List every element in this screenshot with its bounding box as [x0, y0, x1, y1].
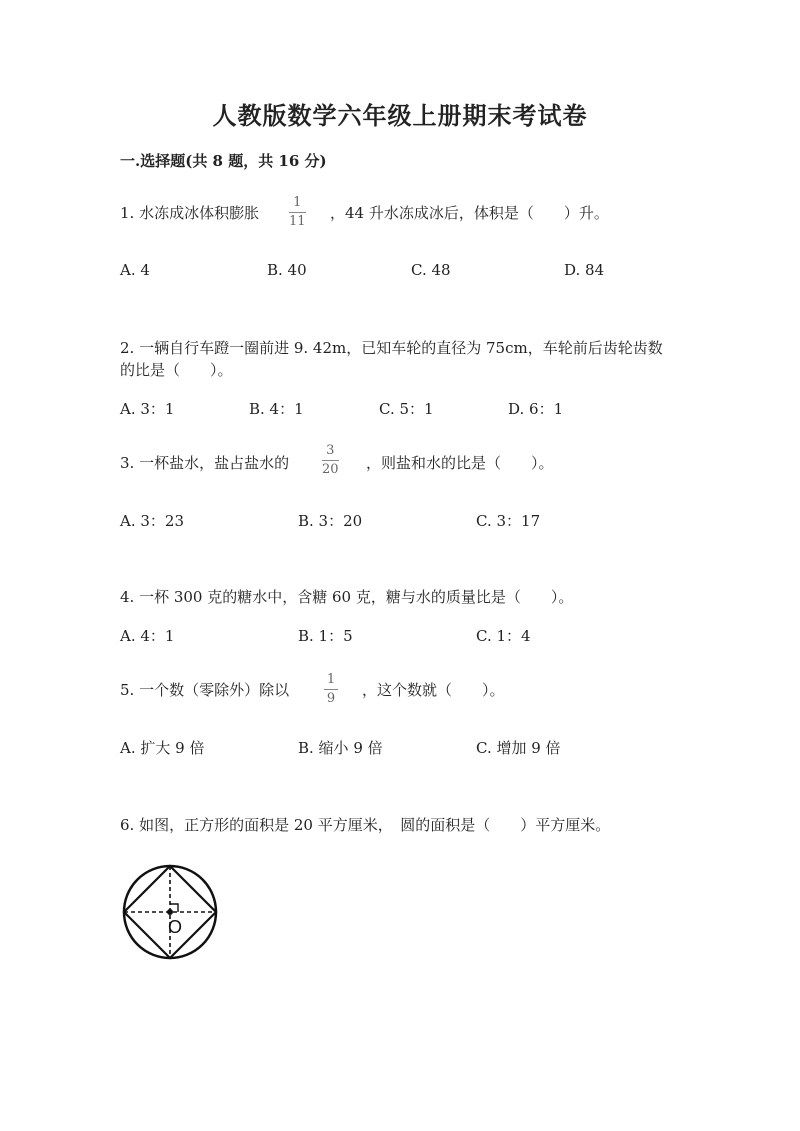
question-1-option-a[interactable]: A. 4: [120, 261, 150, 279]
question-5-text-b: ，这个数就（ ）。: [362, 681, 505, 699]
question-1-text-a: 1. 水冻成冰体积膨胀: [120, 204, 260, 222]
fraction-numerator: 1: [326, 672, 336, 687]
question-4-text: 4. 一杯 300 克的糖水中，含糖 60 克，糖与水的质量比是（ ）。: [120, 588, 574, 606]
question-2-option-c[interactable]: C. 5：1: [379, 400, 434, 418]
fraction-bar: [289, 212, 306, 213]
fraction-bar: [322, 460, 339, 461]
center-point: [167, 909, 173, 915]
question-3-option-b[interactable]: B. 3：20: [298, 512, 363, 530]
question-3-option-c[interactable]: C. 3：17: [476, 512, 541, 530]
page-title: 人教版数学六年级上册期末考试卷: [212, 101, 588, 130]
question-1-fraction: [289, 196, 306, 230]
question-4-option-a[interactable]: A. 4：1: [120, 627, 175, 645]
question-2-option-b[interactable]: B. 4：1: [249, 400, 304, 418]
question-1-option-b[interactable]: B. 40: [267, 261, 307, 279]
question-3-text-b: ，则盐和水的比是（ ）。: [366, 454, 554, 472]
question-5-text-a: 5. 一个数（零除外）除以: [120, 681, 290, 699]
section-heading: 一.选择题(共 8 题，共 16 分): [120, 152, 327, 170]
question-5-option-a[interactable]: A. 扩大 9 倍: [120, 739, 205, 757]
question-1-option-c[interactable]: C. 48: [411, 261, 451, 279]
circle-square-figure: [120, 862, 220, 962]
question-2-line-2: 的比是（ ）。: [120, 361, 233, 379]
question-1-option-d[interactable]: D. 84: [564, 261, 605, 279]
question-3-option-a[interactable]: A. 3：23: [120, 512, 184, 530]
question-5-fraction: [324, 673, 338, 707]
question-2-option-d[interactable]: D. 6：1: [508, 400, 564, 418]
question-3-fraction: [322, 444, 339, 478]
question-6-text: 6. 如图，正方形的面积是 20 平方厘米， 圆的面积是（ ）平方厘米。: [120, 816, 611, 834]
question-4-option-c[interactable]: C. 1：4: [476, 627, 531, 645]
question-1-text-b: ，44 升水冻成冰后，体积是（ ）升。: [330, 204, 609, 222]
fraction-denominator: 9: [326, 691, 336, 707]
question-2-line-1: 2. 一辆自行车蹬一圈前进 9. 42m，已知车轮的直径为 75cm，车轮前后齿轮齿数: [120, 339, 663, 357]
question-5-option-c[interactable]: C. 增加 9 倍: [476, 739, 561, 757]
center-label: O: [168, 917, 183, 937]
fraction-bar: [324, 689, 338, 690]
fraction-denominator: 11: [289, 214, 306, 230]
fraction-numerator: 1: [293, 195, 302, 210]
fraction-denominator: 20: [322, 462, 339, 478]
fraction-numerator: 3: [326, 443, 335, 458]
question-2-option-a[interactable]: A. 3：1: [120, 400, 175, 418]
question-5-option-b[interactable]: B. 缩小 9 倍: [298, 739, 383, 757]
question-4-option-b[interactable]: B. 1：5: [298, 627, 353, 645]
question-3-text-a: 3. 一杯盐水，盐占盐水的: [120, 454, 290, 472]
